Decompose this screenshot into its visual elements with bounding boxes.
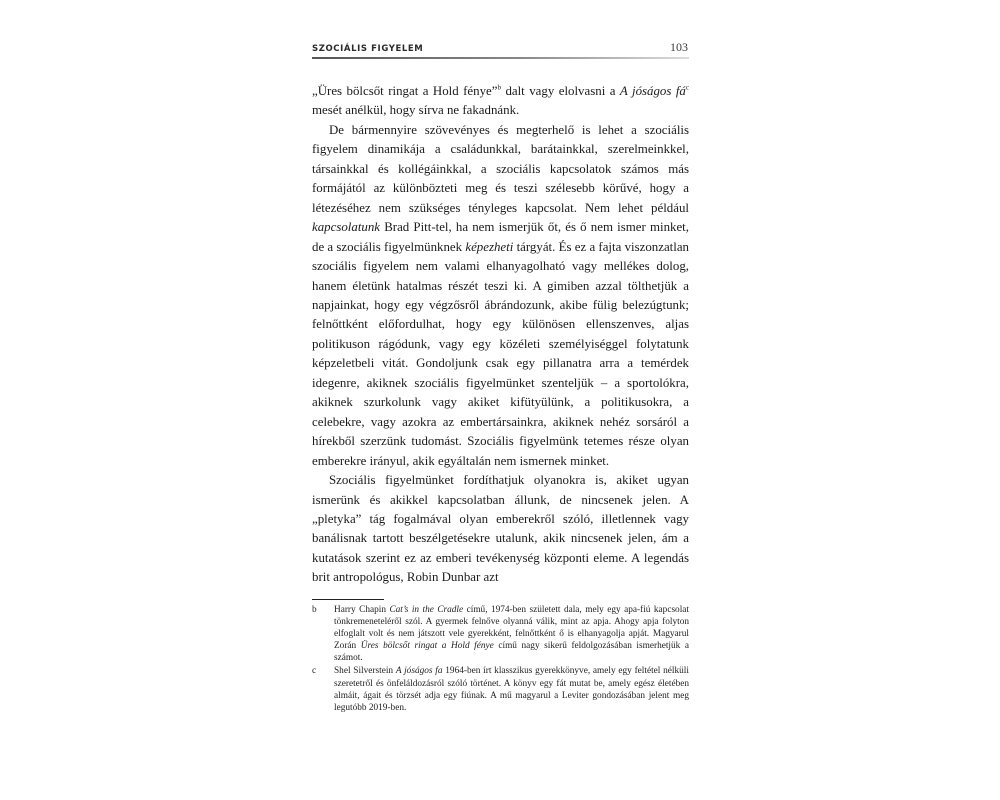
p1-text-3: mesét anélkül, hogy sírva ne fakadnánk. (312, 103, 520, 118)
footnote-rule (312, 599, 384, 600)
footnotes (312, 604, 689, 715)
footnote-italic: A jóságos fa (395, 666, 443, 677)
footnote-italic: Üres bölcsőt ringat a Hold fénye (360, 641, 494, 652)
paragraph-1 (312, 82, 689, 121)
header-rule (312, 57, 689, 59)
paragraph-2 (312, 121, 689, 471)
p1-italic-title: A jóságos fá (619, 84, 686, 98)
p2-italic-1: kapcsolatunk (312, 220, 381, 235)
p3-text-1: Szociális figyelmünket fordíthatjuk olyanokra is, akiket ugyan ismerünk és akikkel kapcsolatban állunk, de nincsenek jelen. A „pletyka” tág fogalmával olyan emberekről szóló, illetlennek vagy banálisnak tartott beszélgetésekre utalunk, akik nincsenek jelen, ám a kutatások szerint ez az emberi tevékenység központi eleme. A legendás brit antropológus, Robin Dunbar azt (312, 473, 689, 585)
footnote-text: Harry Chapin (334, 605, 390, 615)
p1-text-1: „Üres bölcsőt ringat a Hold fénye” (312, 84, 498, 98)
footnote-b (312, 604, 689, 664)
p2-text-1: De bármennyire szövevényes és megterhelő is lehet a szociális figyelem dinamikája a családunkkal, barátainkkal, szerelmeinkkel, társainkkal és kollégáinkkal, a szociális kapcsolatok számos más formájától az különbözteti meg és teszi szélesebb körűvé, hogy a létezéséhez nem szükséges tényleges kapcsolat. Nem lehet például (312, 122, 689, 215)
footnote-c (312, 665, 689, 713)
footnote-ref-b: b (497, 83, 501, 92)
running-header-title: SZOCIÁLIS FIGYELEM (312, 44, 424, 54)
footnote-text: 1964-ben írt klasszikus gyerekkönyve, amely egy feltétel nélküli szeretetről és önfeláldozásról szóló történet. A könyv egy fát mutat be, amely egész életében almáit, ágait és törzsét adja egy fiúnak. A mű magyarul a Leviter gondozásában jelent meg legutóbb 2019-ben. (334, 666, 689, 713)
footnote-marker: c (312, 666, 317, 677)
footnote-text: című, 1974-ben született dala, mely egy apa-fiú kapcsolat tönkremeneteléről szól. A gyermek felnőve olyanná válik, mint az apja. Ahogy apja folyton elfoglalt volt és nem játszott vele gyerekként, felnőttként ő is elhanyagolja apját. Magyarul Zorán (334, 605, 689, 652)
p2-italic-2: képezheti (465, 239, 514, 254)
footnote-ref-c: c (685, 83, 689, 92)
footnote-text: Shel Silverstein (334, 666, 396, 677)
footnote-marker: b (312, 605, 317, 615)
p2-text-2: Brad Pitt-tel, ha nem ismerjük őt, és ő nem ismer minket, de a szociális figyelmünknek (312, 220, 689, 254)
p1-text-2: dalt vagy elolvasni a (500, 84, 620, 98)
paragraph-3 (312, 471, 689, 588)
p2-text-3: tárgyát. És ez a fajta viszonzatlan szociális figyelem nem valami elhanyagolható vagy mellékes dolog, hanem életünk hatalmas részét teszi ki. A gimiben azzal tölthetjük a napjainkat, hogy egy végzősről ábrándozunk, akibe fülig belezúgtunk; felnőttként előfordulhat, hogy egy különösen ellenszenves, aljas politikuson rágódunk, vagy egy közéleti személyiséggel folytatunk képzeletbeli vitát. Gondoljunk csak egy pillanatra arra a temérdek idegenre, akiknek szociális figyelmünket szenteljük – a sportolókra, akiknek szurkolunk vagy akiket kifütyülünk, a politikusokra, a celebekre, vagy azokra az embertársainkra, akiknek nehéz sorsáról a hírekből szerzünk tudomást. Szociális figyelmünk tetemes része olyan emberekre irányul, akik egyáltalán nem ismernek minket. (312, 239, 689, 468)
body-text (312, 82, 689, 588)
footnote-italic: Cat’s in the Cradle (389, 605, 464, 615)
page-number: 103 (670, 40, 688, 54)
footnote-text: című nagy sikerű feldolgozásában ismerhetjük a számot. (334, 641, 690, 664)
